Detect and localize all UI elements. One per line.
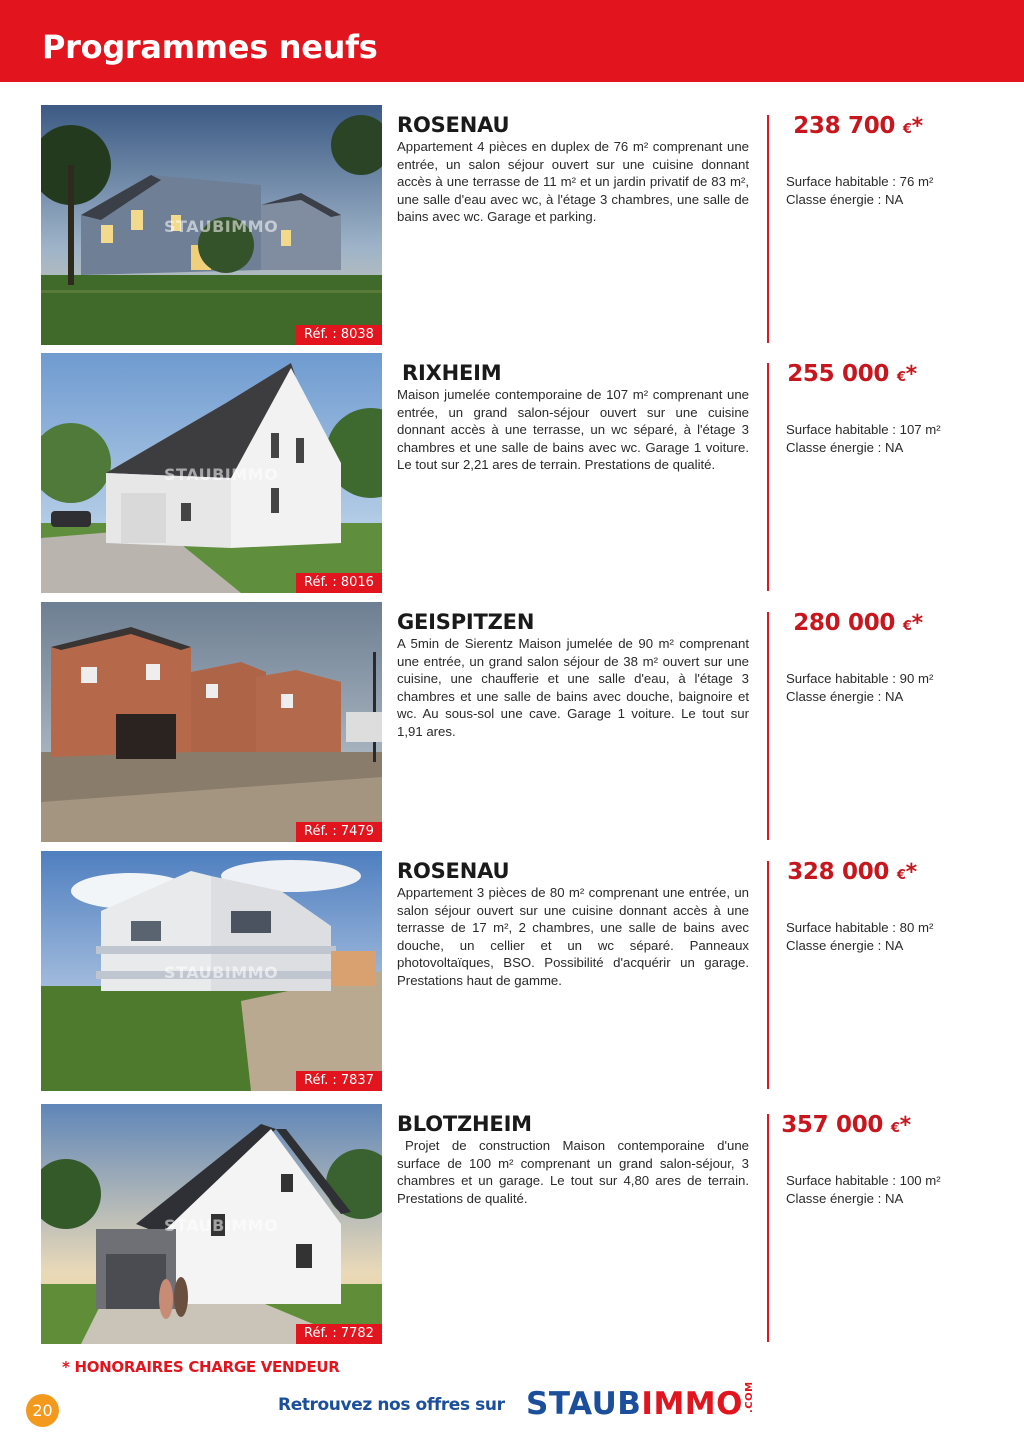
property-photo[interactable] xyxy=(41,602,382,842)
listing-town: GEISPITZEN xyxy=(397,610,535,634)
staubimmo-logo[interactable] xyxy=(526,1381,775,1426)
euro-symbol: € xyxy=(902,619,912,634)
price-asterisk: * xyxy=(911,114,923,139)
euro-symbol: € xyxy=(896,868,906,883)
listing-town: ROSENAU xyxy=(397,113,510,137)
classe-energie: Classe énergie : NA xyxy=(786,689,904,704)
listing-specs xyxy=(786,919,933,955)
listing-specs xyxy=(786,421,941,457)
surface-habitable: Surface habitable : 76 m² xyxy=(786,174,934,189)
reference-badge: Réf. : 7479 xyxy=(296,822,382,842)
classe-energie: Classe énergie : NA xyxy=(786,192,904,207)
surface-habitable: Surface habitable : 100 m² xyxy=(786,1173,941,1188)
surface-habitable: Surface habitable : 107 m² xyxy=(786,422,941,437)
listing-description: Projet de construction Maison contemporaine d'une surface de 100 m² comprenant un grand salon-séjour, 3 chambres et un garage. Le tout sur 4,80 ares de terrain. Prestations de qualité. xyxy=(397,1138,749,1206)
price-asterisk: * xyxy=(911,611,923,636)
watermark: STAUBIMMO xyxy=(164,465,279,484)
listing-price xyxy=(778,859,926,885)
watermark: STAUBIMMO xyxy=(164,963,279,982)
watermark: STAUBIMMO xyxy=(164,217,279,236)
page-number-badge: 20 xyxy=(26,1394,59,1427)
price-asterisk: * xyxy=(899,1113,911,1138)
reference-badge: Réf. : 7782 xyxy=(296,1324,382,1344)
page-title: Programmes neufs xyxy=(42,28,378,66)
price-value: 255 000 xyxy=(787,361,890,387)
listing-card[interactable] xyxy=(0,602,1024,844)
price-asterisk: * xyxy=(905,362,917,387)
retrouvez-text: Retrouvez nos offres sur xyxy=(278,1395,505,1415)
logo-immo: IMMO xyxy=(641,1386,743,1422)
listing-town: RIXHEIM xyxy=(402,361,502,385)
divider xyxy=(767,612,769,840)
listing-price xyxy=(772,1112,920,1138)
listing-card[interactable] xyxy=(0,1104,1024,1346)
listing-price xyxy=(784,113,932,139)
listing-specs xyxy=(786,1172,941,1208)
divider xyxy=(767,363,769,591)
euro-symbol: € xyxy=(896,370,906,385)
euro-symbol: € xyxy=(890,1121,900,1136)
price-asterisk: * xyxy=(905,860,917,885)
logo-staub: STAUB xyxy=(526,1386,642,1422)
reference-badge: Réf. : 8016 xyxy=(296,573,382,593)
listing-card[interactable] xyxy=(0,851,1024,1093)
price-value: 280 000 xyxy=(793,610,896,636)
honoraires-note: * HONORAIRES CHARGE VENDEUR xyxy=(62,1358,340,1376)
divider xyxy=(767,861,769,1089)
reference-badge: Réf. : 7837 xyxy=(296,1071,382,1091)
listing-card[interactable] xyxy=(0,105,1024,347)
divider xyxy=(767,1114,769,1342)
reference-badge: Réf. : 8038 xyxy=(296,325,382,345)
listing-description: Appartement 3 pièces de 80 m² comprenant une entrée, un salon séjour ouvert sur une cuisine donnant accès à une terrasse de 17 m², 2 chambres, une salle de bains avec douche, un cellier et un wc séparé. Panneaux photovoltaïques, BSO. Possibilité d'acquérir un garage. Prestations haut de gamme. xyxy=(397,885,749,988)
property-photo[interactable] xyxy=(41,105,382,345)
listing-town: BLOTZHEIM xyxy=(397,1112,532,1136)
classe-energie: Classe énergie : NA xyxy=(786,938,904,953)
listing-specs xyxy=(786,670,933,706)
price-value: 357 000 xyxy=(781,1112,884,1138)
property-photo[interactable] xyxy=(41,353,382,593)
surface-habitable: Surface habitable : 80 m² xyxy=(786,920,934,935)
listing-specs xyxy=(786,173,933,209)
listing-description: A 5min de Sierentz Maison jumelée de 90 m² comprenant une entrée, un grand salon séjour de 38 m² ouvert sur une cuisine, une chaufferie et une salle d'eau, à l'étage 3 chambres et une salle de bains avec douche, baignoire et wc. Au sous-sol une cave. Garage 1 voiture. Le tout sur 1,91 ares. xyxy=(397,636,749,739)
listing-price xyxy=(784,610,932,636)
surface-habitable: Surface habitable : 90 m² xyxy=(786,671,934,686)
euro-symbol: € xyxy=(902,122,912,137)
listing-town: ROSENAU xyxy=(397,859,510,883)
price-value: 328 000 xyxy=(787,859,890,885)
price-value: 238 700 xyxy=(793,113,896,139)
classe-energie: Classe énergie : NA xyxy=(786,440,904,455)
logo-com: .COM xyxy=(744,1381,755,1413)
watermark: STAUBIMMO xyxy=(164,1216,279,1235)
property-photo[interactable] xyxy=(41,851,382,1091)
listing-card[interactable] xyxy=(0,353,1024,595)
classe-energie: Classe énergie : NA xyxy=(786,1191,904,1206)
listing-description: Appartement 4 pièces en duplex de 76 m² comprenant une entrée, un salon séjour ouvert sur une cuisine donnant accès à une terrasse de 11 m² et un jardin privatif de 83 m², une salle d'eau avec wc, à l'étage 3 chambres, une salle de bains avec wc. Garage et parking. xyxy=(397,139,749,225)
listing-price xyxy=(778,361,926,387)
property-photo[interactable] xyxy=(41,1104,382,1344)
listing-description: Maison jumelée contemporaine de 107 m² comprenant une entrée, un grand salon-séjour ouvert sur une cuisine donnant accès à une terrasse, un wc séparé, à l'étage 3 chambres et une salle de bains avec wc. Garage 1 voiture. Le tout sur 2,21 ares de terrain. Prestations de qualité. xyxy=(397,387,749,473)
page-header xyxy=(0,0,1024,82)
divider xyxy=(767,115,769,343)
